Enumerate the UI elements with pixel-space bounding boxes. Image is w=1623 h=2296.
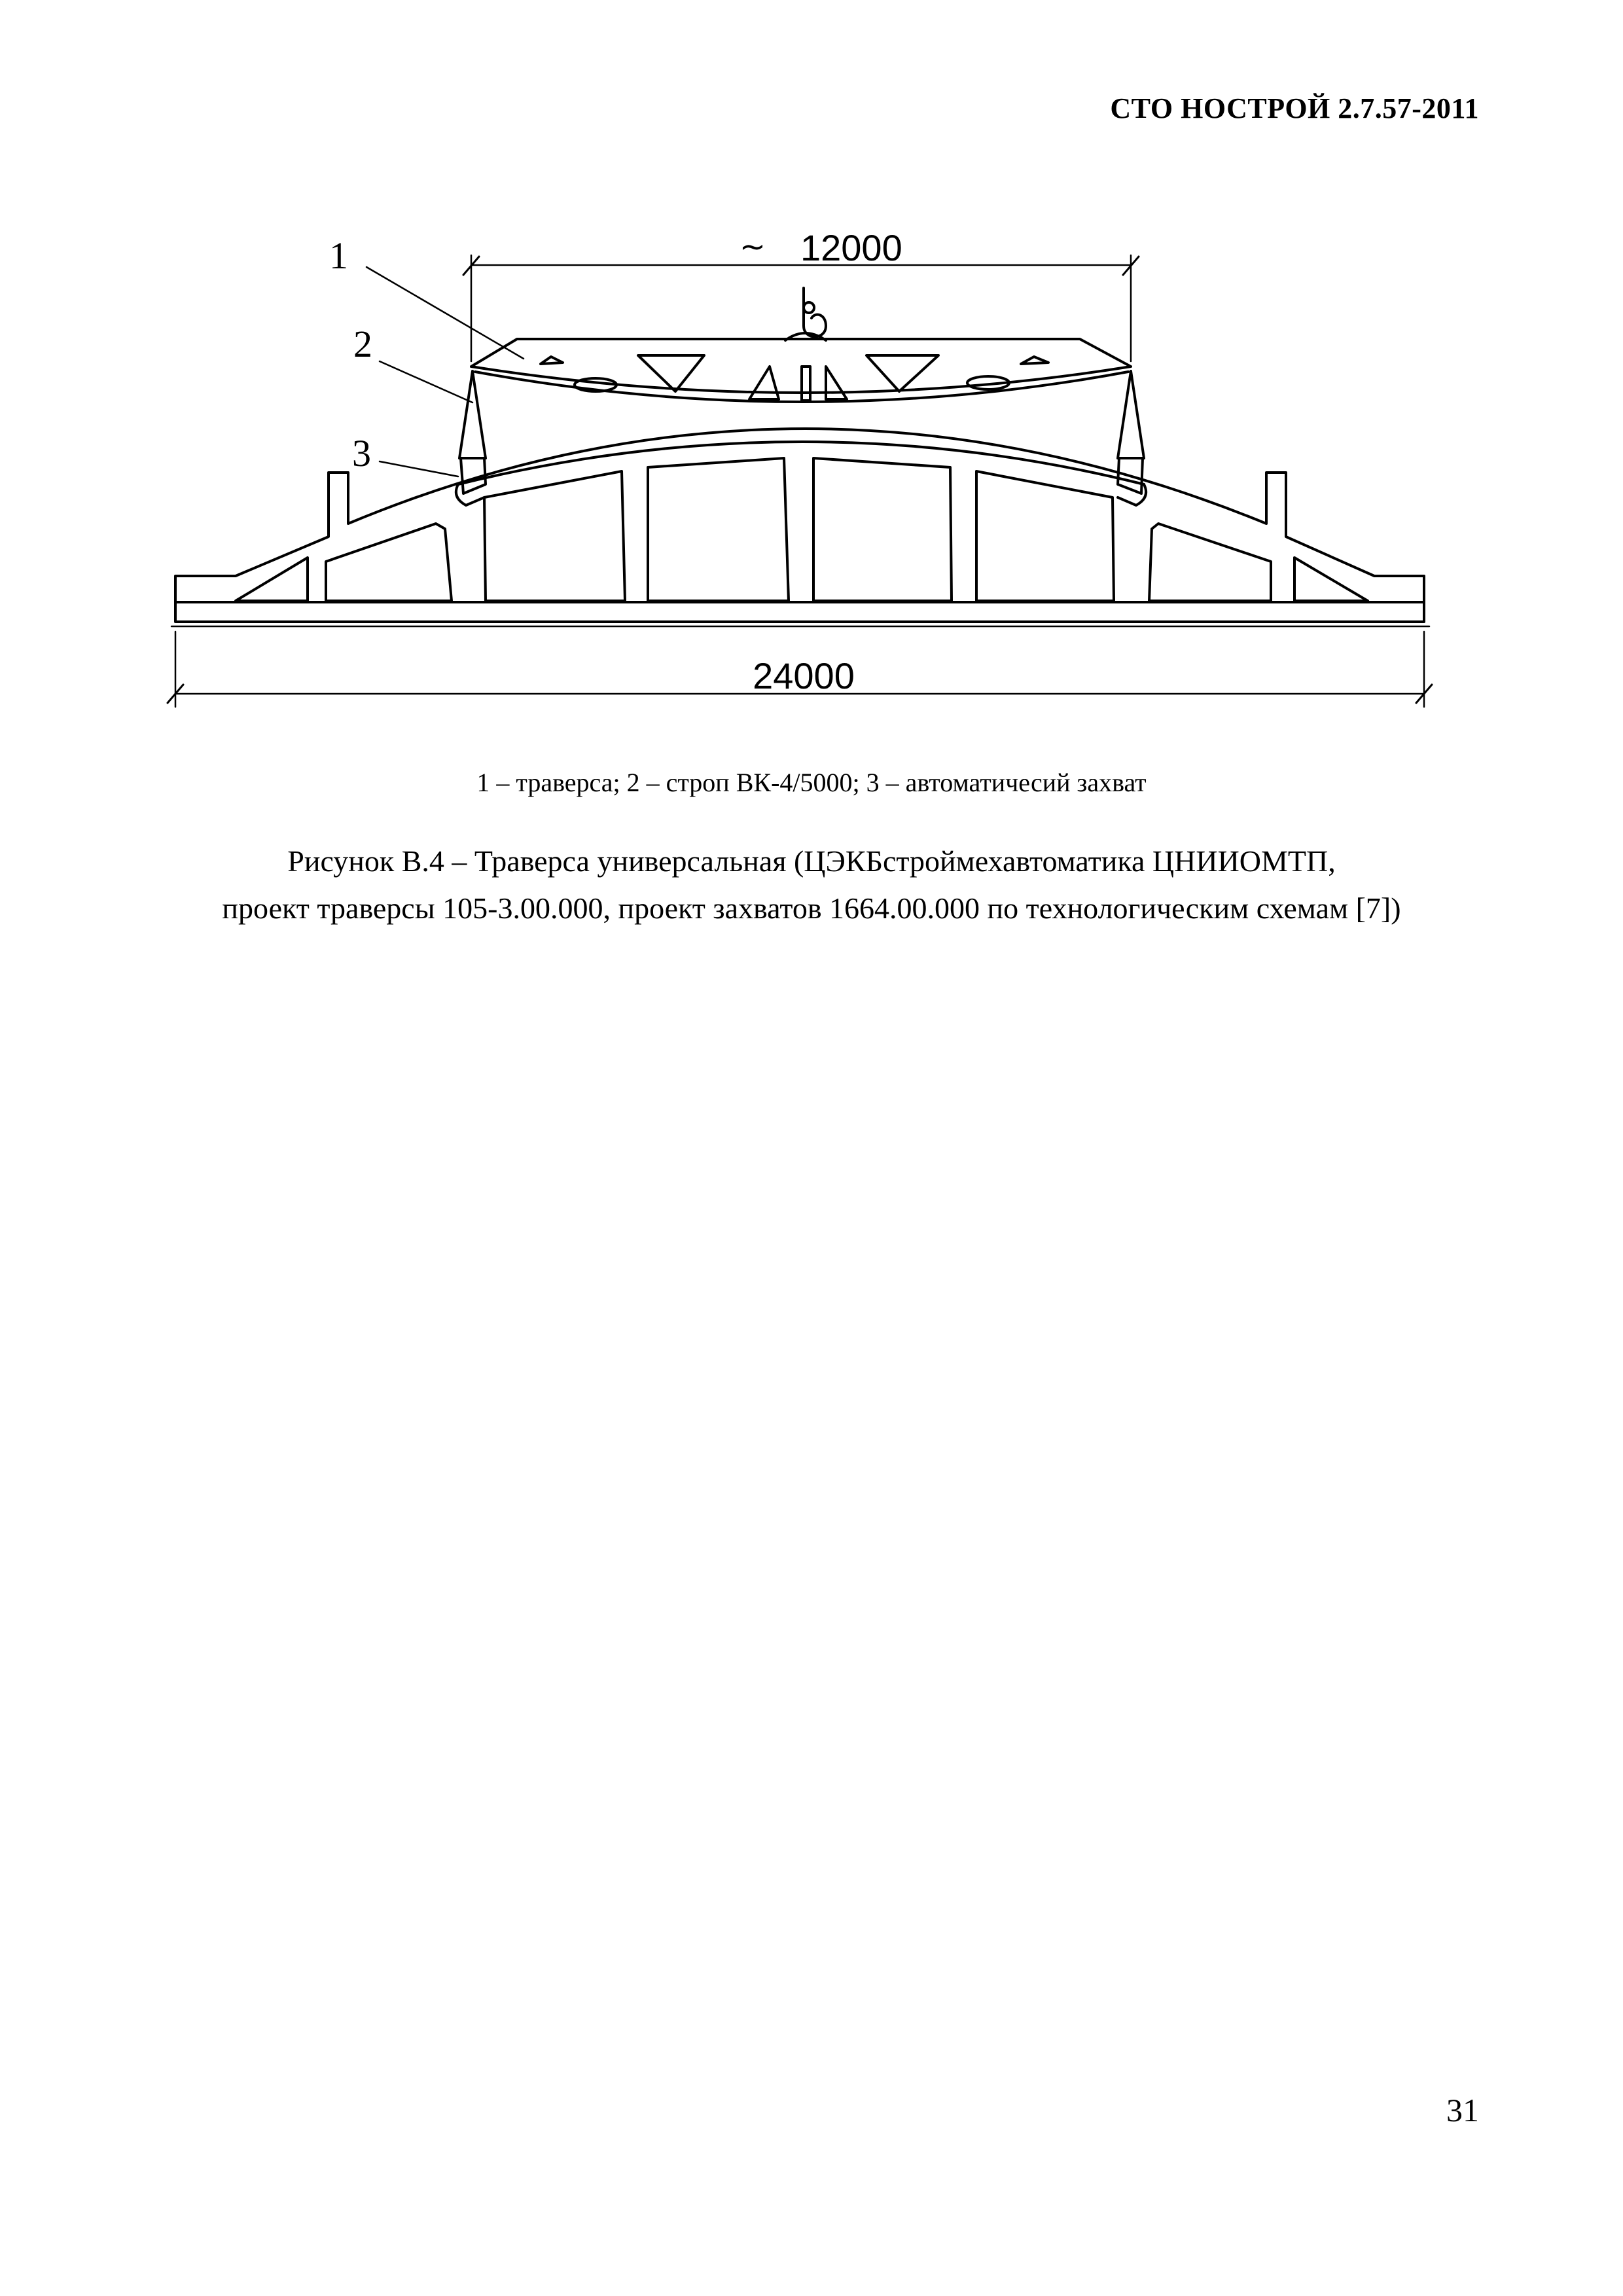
traverse-beam (471, 339, 1131, 402)
traverse-drawing-svg (0, 0, 1623, 753)
callouts (329, 234, 524, 476)
figure-caption-line-2: проект траверсы 105-3.00.000, проект захватов 1664.00.000 по технологическим схемам [7]) (222, 891, 1401, 925)
figure-legend: 1 – траверса; 2 – строп ВК-4/5000; 3 – автоматичесий захват (476, 768, 1147, 797)
page-number: 31 (1446, 2092, 1479, 2128)
figure-caption-line-1: Рисунок В.4 – Траверса универсальная (ЦЭКБстроймехавтоматика ЦНИИОМТП, (287, 844, 1336, 878)
dimension-bottom-value: 24000 (753, 655, 855, 696)
dimension-bottom (168, 632, 1432, 707)
figure-traverse-drawing (0, 0, 1623, 753)
dimension-top-prefix: ∼ (739, 230, 766, 264)
callout-2-label: 2 (353, 323, 372, 365)
callout-3-label: 3 (352, 432, 371, 475)
hook (785, 288, 826, 340)
dimension-top (463, 227, 1139, 361)
figure-caption (0, 838, 1623, 932)
dimension-top-value: 12000 (800, 227, 902, 268)
callout-1-label: 1 (329, 234, 348, 277)
page-header-standard-code: СТО НОСТРОЙ 2.7.57-2011 (1110, 92, 1479, 124)
